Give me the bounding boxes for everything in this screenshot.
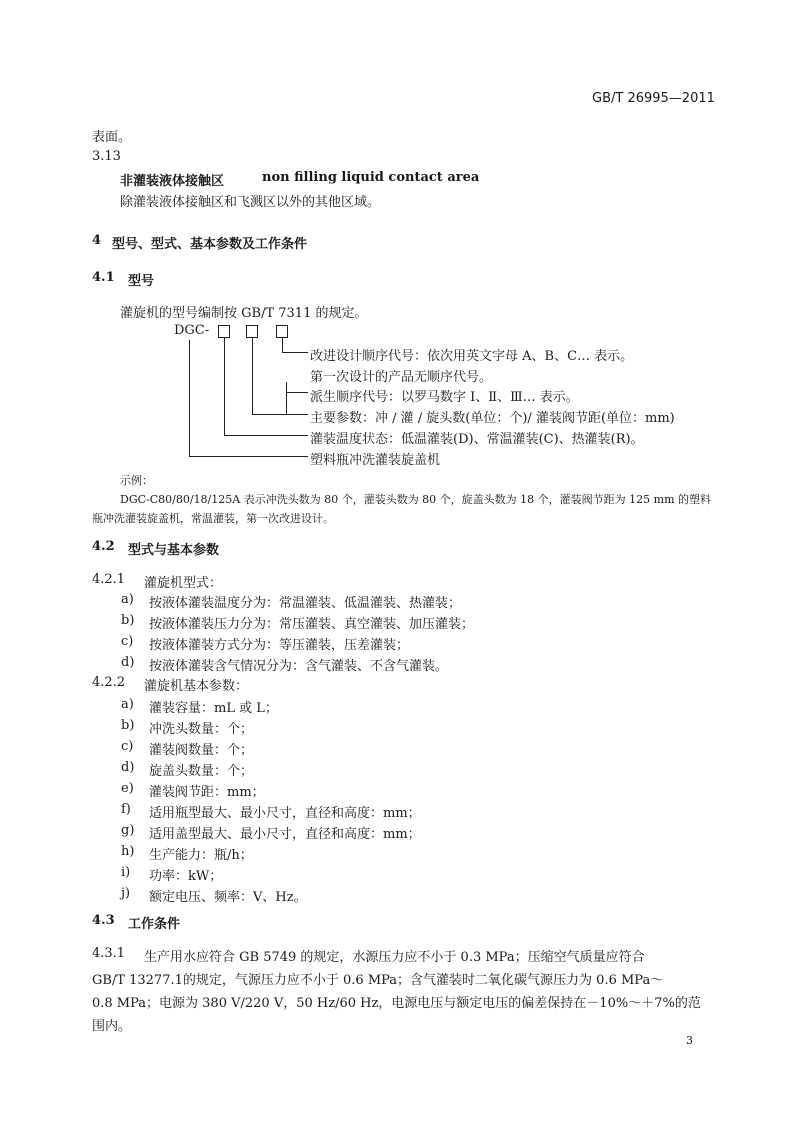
subsection-title: 工作条件 (128, 917, 181, 932)
leader-line (252, 338, 253, 414)
continued-text: 表面。 (92, 130, 132, 145)
list-item-text: 按液体灌装温度分为：常温灌装、低温灌装、热灌装； (149, 596, 462, 611)
model-intro: 灌旋机的型号编制按 GB/T 7311 的规定。 (120, 306, 368, 321)
list-item-text: 功率：kW； (149, 869, 223, 884)
example-text-line: 瓶冲洗灌装旋盖机，常温灌装，第一次改进设计。 (92, 512, 334, 525)
clause-number: 4.3.1 (92, 946, 126, 961)
list-item-text: 按液体灌装压力分为：常压灌装、真空灌装、加压灌装； (149, 617, 475, 632)
clause-number: 4.2.1 (92, 572, 126, 587)
diagram-label: 改进设计顺序代号：依次用英文字母 A、B、C… 表示。 (310, 349, 634, 364)
term-en: non filling liquid contact area (262, 170, 480, 185)
paragraph-line: GB/T 13277.1的规定，气源压力应不小于 0.6 MPa；含气灌装时二氧化碳气源压力为 0.6 MPa～ (92, 973, 664, 988)
subsection-number: 4.3 (92, 913, 115, 928)
list-item-label: a) (121, 697, 134, 712)
leader-line (224, 435, 308, 436)
clause-title: 灌旋机型式： (144, 576, 223, 591)
example-text-line: DGC-C80/80/18/125A 表示冲洗头数为 80 个，灌装头数为 80 个，旋盖头数为 18 个，灌装阀节距为 125 mm 的塑料 (120, 493, 712, 506)
page-number: 3 (686, 1034, 693, 1047)
list-item-label: b) (121, 718, 135, 733)
list-item-label: j) (121, 886, 131, 901)
list-item-text: 适用瓶型最大、最小尺寸，直径和高度：mm； (149, 806, 421, 821)
diagram-label: 灌装温度状态：低温灌装(D)、常温灌装(C)、热灌装(R)。 (310, 432, 644, 447)
leader-line (286, 392, 308, 393)
list-item-text: 旋盖头数量：个； (149, 764, 254, 779)
leader-line (282, 338, 283, 353)
leader-line (286, 382, 287, 414)
model-prefix: DGC- (174, 323, 210, 338)
subsection-title: 型式与基本参数 (128, 543, 220, 558)
list-item-label: e) (121, 781, 134, 796)
diagram-label: 派生顺序代号：以罗马数字 Ⅰ、Ⅱ、Ⅲ… 表示。 (310, 390, 579, 405)
list-item-text: 生产能力：瓶/h； (149, 848, 253, 863)
list-item-text: 灌装阀数量：个； (149, 743, 254, 758)
diagram-label: 主要参数：冲 / 灌 / 旋头数(单位：个)/ 灌装阀节距(单位：mm) (310, 411, 675, 426)
term-definition: 除灌装液体接触区和飞溅区以外的其他区域。 (120, 195, 381, 210)
section-number: 4 (92, 233, 102, 248)
code-box-1 (218, 325, 230, 338)
section-title: 型号、型式、基本参数及工作条件 (112, 237, 308, 252)
list-item-label: c) (121, 634, 134, 649)
example-label: 示例： (120, 474, 153, 487)
list-item-label: a) (121, 592, 134, 607)
list-item-text: 按液体灌装方式分为：等压灌装，压差灌装； (149, 638, 410, 653)
list-item-label: i) (121, 865, 131, 880)
list-item-text: 灌装阀节距：mm； (149, 785, 265, 800)
paragraph-line: 0.8 MPa；电源为 380 V/220 V，50 Hz/60 Hz，电源电压与额定电压的偏差保持在－10%～＋7%的范 (92, 996, 701, 1011)
list-item-label: b) (121, 613, 135, 628)
code-box-3 (276, 325, 288, 338)
list-item-label: d) (121, 760, 135, 775)
clause-number: 4.2.2 (92, 675, 126, 690)
diagram-label: 塑料瓶冲洗灌装旋盖机 (310, 453, 441, 468)
code-box-2 (246, 325, 258, 338)
clause-title: 灌旋机基本参数： (144, 679, 249, 694)
list-item-text: 冲洗头数量：个； (149, 722, 254, 737)
list-item-text: 灌装容量：mL 或 L； (149, 701, 278, 716)
standard-code: GB/T 26995—2011 (592, 91, 715, 106)
list-item-label: f) (121, 802, 131, 817)
list-item-text: 额定电压、频率：V、Hz。 (149, 890, 307, 905)
leader-line (189, 456, 308, 457)
leader-line (282, 352, 308, 353)
leader-line (252, 414, 308, 415)
leader-line (224, 338, 225, 436)
list-item-label: g) (121, 823, 135, 838)
list-item-label: d) (121, 655, 135, 670)
subsection-title: 型号 (128, 274, 155, 289)
paragraph-line: 生产用水应符合 GB 5749 的规定，水源压力应不小于 0.3 MPa；压缩空气质量应符合 (144, 950, 645, 965)
subsection-number: 4.1 (92, 270, 115, 285)
clause-number: 3.13 (92, 149, 121, 164)
list-item-label: c) (121, 739, 134, 754)
list-item-text: 适用盖型最大、最小尺寸，直径和高度：mm； (149, 827, 421, 842)
diagram-label: 第一次设计的产品无顺序代号。 (310, 370, 493, 385)
term-cn: 非灌装液体接触区 (120, 174, 225, 189)
subsection-number: 4.2 (92, 539, 115, 554)
list-item-label: h) (121, 844, 135, 859)
paragraph-line: 围内。 (92, 1019, 132, 1034)
list-item-text: 按液体灌装含气情况分为：含气灌装、不含气灌装。 (149, 659, 449, 674)
leader-line (189, 340, 190, 457)
